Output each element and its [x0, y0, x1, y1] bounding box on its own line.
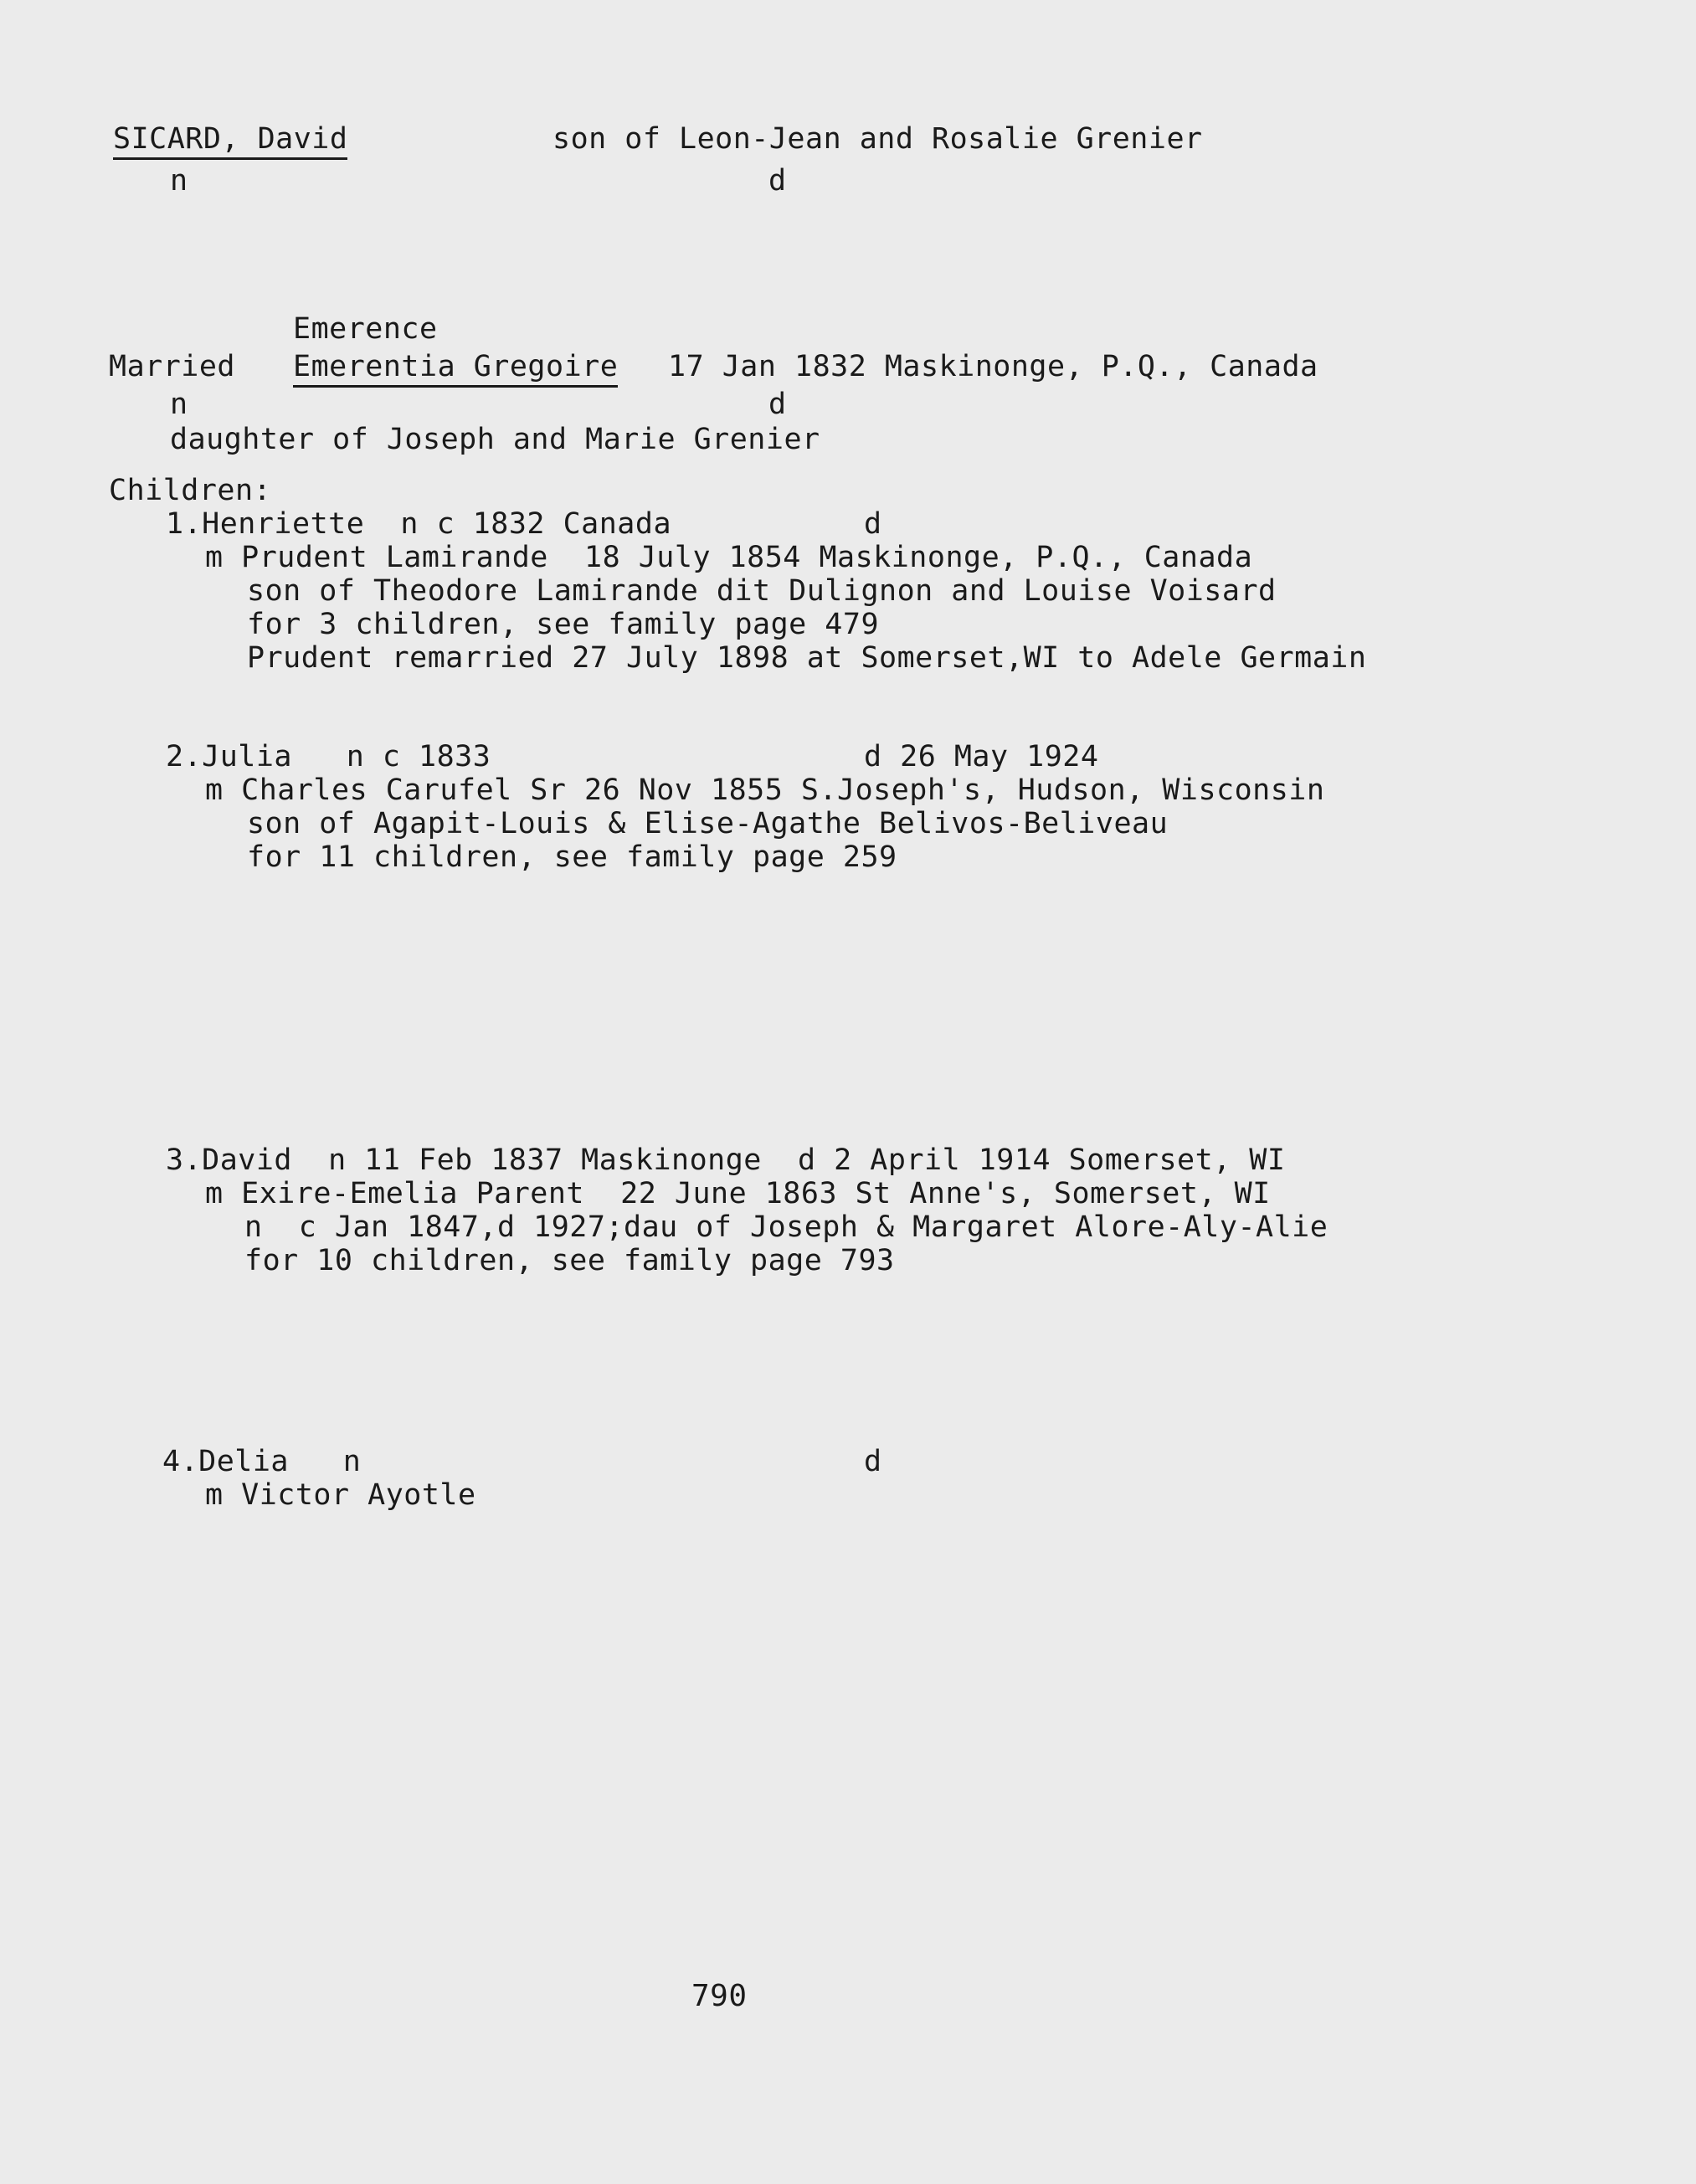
subject-parents: son of Leon-Jean and Rosalie Grenier	[552, 122, 1203, 156]
child-2-detail: m Charles Carufel Sr 26 Nov 1855 S.Joseph's, Hudson, Wisconsin	[205, 773, 1325, 807]
spouse-alt-name: Emerence	[293, 312, 438, 346]
child-4-detail: m Victor Ayotle	[205, 1478, 476, 1512]
page-number: 790	[691, 1979, 748, 2013]
child-2-line: 2.Julia n c 1833	[166, 740, 491, 773]
child-1-detail: Prudent remarried 27 July 1898 at Somerset,WI to Adele Germain	[247, 641, 1367, 675]
married-label: Married	[109, 350, 236, 383]
subject-died-label: d	[768, 164, 787, 198]
spouse-name: Emerentia Gregoire	[293, 350, 618, 388]
child-3-line: 3.David n 11 Feb 1837 Maskinonge d 2 April 1914 Somerset, WI	[166, 1143, 1286, 1177]
child-1-detail: for 3 children, see family page 479	[247, 608, 880, 641]
child-3-detail: for 10 children, see family page 793	[244, 1244, 895, 1277]
marriage-details: 17 Jan 1832 Maskinonge, P.Q., Canada	[668, 350, 1318, 383]
subject-born-label: n	[170, 164, 188, 198]
subject-name: SICARD, David	[113, 122, 347, 160]
child-1-detail: m Prudent Lamirande 18 July 1854 Maskinonge, P.Q., Canada	[205, 541, 1253, 574]
spouse-parents: daughter of Joseph and Marie Grenier	[170, 423, 820, 456]
child-1-line: 1.Henriette n c 1832 Canada	[166, 507, 672, 541]
child-4-died: d	[864, 1445, 882, 1478]
child-2-detail: son of Agapit-Louis & Elise-Agathe Belivos-Beliveau	[247, 807, 1169, 840]
child-2-died: d 26 May 1924	[864, 740, 1099, 773]
child-1-detail: son of Theodore Lamirande dit Dulignon and Louise Voisard	[247, 574, 1277, 608]
child-4-line: 4.Delia n	[162, 1445, 362, 1478]
child-3-detail: m Exire-Emelia Parent 22 June 1863 St Anne's, Somerset, WI	[205, 1177, 1271, 1210]
children-heading: Children:	[109, 474, 272, 507]
child-3-detail: n c Jan 1847,d 1927;dau of Joseph & Margaret Alore-Aly-Alie	[244, 1210, 1329, 1244]
spouse-died-label: d	[768, 388, 787, 421]
spouse-born-label: n	[170, 388, 188, 421]
child-1-died: d	[864, 507, 882, 541]
child-2-detail: for 11 children, see family page 259	[247, 840, 897, 874]
